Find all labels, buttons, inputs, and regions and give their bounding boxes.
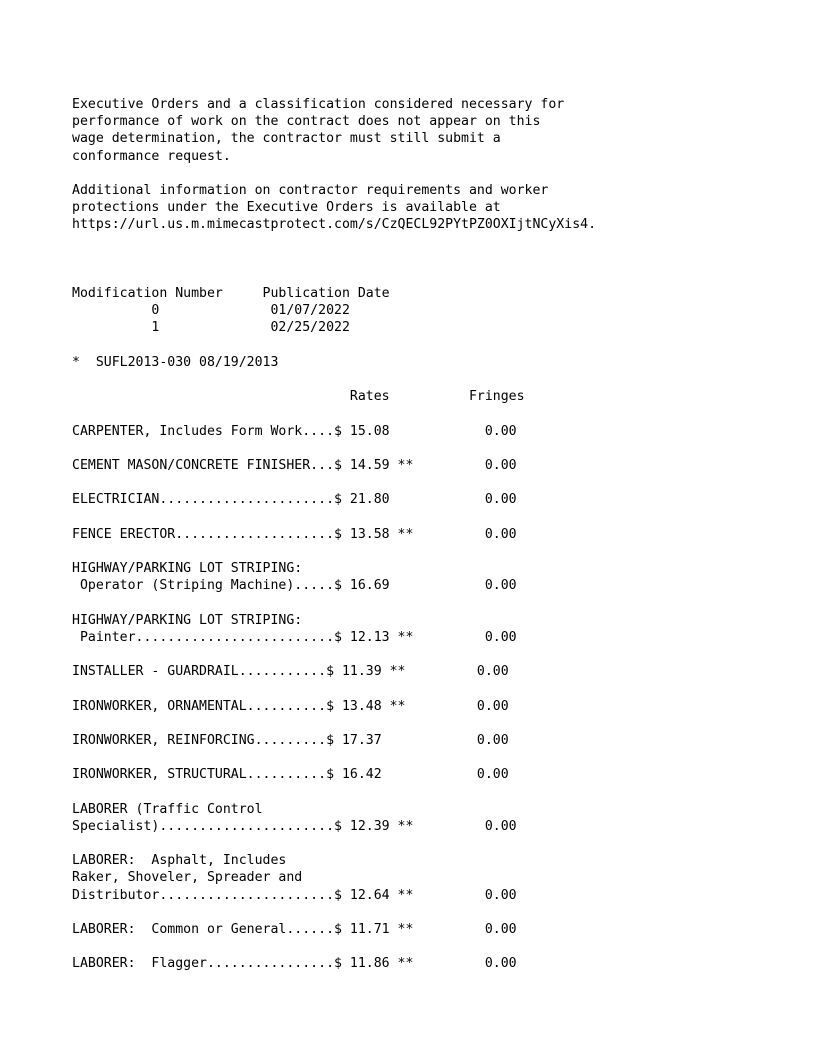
rate-entry xyxy=(72,663,792,680)
rate-line: Painter.........................$ 12.13 ** 0.00 xyxy=(72,629,517,645)
modification-header: Modification Number Publication Date xyxy=(72,286,390,302)
rate-line: CARPENTER, Includes Form Work....$ 15.08 0.00 xyxy=(72,423,517,439)
text-line: Executive Orders and a classification considered necessary for xyxy=(72,97,565,112)
rate-line: FENCE ERECTOR....................$ 13.58 ** 0.00 xyxy=(72,526,517,542)
rate-line: HIGHWAY/PARKING LOT STRIPING: xyxy=(72,612,303,628)
rate-line: CEMENT MASON/CONCRETE FINISHER...$ 14.59 ** 0.00 xyxy=(72,457,517,473)
rate-line: Operator (Striping Machine).....$ 16.69 0.00 xyxy=(72,578,517,594)
blank-line xyxy=(72,234,792,251)
rate-line: LABORER: Flagger................$ 11.86 ** 0.00 xyxy=(72,956,517,972)
rate-entry xyxy=(72,732,792,749)
blank-line xyxy=(72,543,792,560)
rate-entry xyxy=(72,766,792,783)
rate-entry xyxy=(72,852,792,904)
blank-line xyxy=(72,268,792,285)
rate-entry xyxy=(72,491,792,508)
document-page xyxy=(72,96,792,973)
survey-identifier: * SUFL2013-030 08/19/2013 xyxy=(72,354,279,370)
blank-line xyxy=(72,594,792,611)
blank-line xyxy=(72,251,792,268)
modification-row: 0 01/07/2022 xyxy=(72,303,350,319)
rate-line: IRONWORKER, ORNAMENTAL..........$ 13.48 ** 0.00 xyxy=(72,698,509,714)
blank-line xyxy=(72,749,792,766)
blank-line xyxy=(72,784,792,801)
modification-row: 1 02/25/2022 xyxy=(72,320,350,336)
rate-entry xyxy=(72,612,792,646)
rate-line: IRONWORKER, STRUCTURAL..........$ 16.42 0.00 xyxy=(72,767,509,783)
rate-line: INSTALLER - GUARDRAIL...........$ 11.39 ** 0.00 xyxy=(72,664,509,680)
additional-info-paragraph xyxy=(72,182,792,234)
blank-line xyxy=(72,440,792,457)
blank-line xyxy=(72,474,792,491)
blank-line xyxy=(72,337,792,354)
rate-line: LABORER: Asphalt, Includes xyxy=(72,853,287,869)
intro-paragraph xyxy=(72,96,792,165)
rate-line: ELECTRICIAN......................$ 21.80 0.00 xyxy=(72,492,517,508)
rate-entry xyxy=(72,921,792,938)
rate-entry xyxy=(72,955,792,972)
rate-entry xyxy=(72,423,792,440)
rate-entry xyxy=(72,457,792,474)
blank-line xyxy=(72,371,792,388)
text-line: performance of work on the contract does not appear on this xyxy=(72,114,541,130)
text-line: protections under the Executive Orders is available at xyxy=(72,200,501,216)
blank-line xyxy=(72,165,792,182)
blank-line xyxy=(72,938,792,955)
blank-line xyxy=(72,646,792,663)
rate-line: IRONWORKER, REINFORCING.........$ 17.37 0.00 xyxy=(72,732,509,748)
blank-line xyxy=(72,405,792,422)
blank-line xyxy=(72,715,792,732)
blank-line xyxy=(72,509,792,526)
rate-entry xyxy=(72,698,792,715)
blank-line xyxy=(72,904,792,921)
blank-line xyxy=(72,680,792,697)
rate-line: LABORER: Common or General......$ 11.71 ** 0.00 xyxy=(72,922,517,937)
rates-list xyxy=(72,423,792,973)
rate-line: Distributor......................$ 12.64 ** 0.00 xyxy=(72,887,517,903)
text-line: wage determination, the contractor must still submit a xyxy=(72,131,501,147)
modification-table xyxy=(72,285,792,337)
rate-line: Specialist)......................$ 12.39 ** 0.00 xyxy=(72,818,517,834)
rates-header: Rates Fringes xyxy=(72,389,525,405)
rate-line: Raker, Shoveler, Spreader and xyxy=(72,870,303,886)
rate-line: HIGHWAY/PARKING LOT STRIPING: xyxy=(72,561,303,577)
text-line: conformance request. xyxy=(72,148,231,164)
rate-entry xyxy=(72,801,792,835)
blank-line xyxy=(72,835,792,852)
rate-entry xyxy=(72,526,792,543)
info-url: https://url.us.m.mimecastprotect.com/s/CzQECL92PYtPZ0OXIjtNCyXis4. xyxy=(72,217,597,233)
rate-line: LABORER (Traffic Control xyxy=(72,801,263,817)
rate-entry xyxy=(72,560,792,594)
text-line: Additional information on contractor requirements and worker xyxy=(72,182,549,198)
